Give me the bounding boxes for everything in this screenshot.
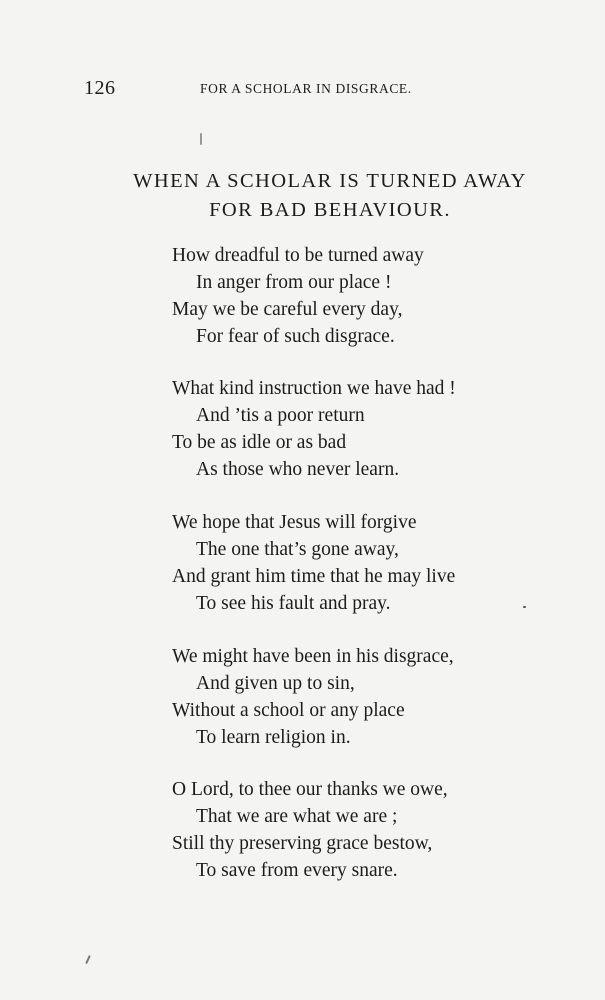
verse-line: O Lord, to thee our thanks we owe, [172,779,448,800]
stanza-2 [172,375,572,483]
verse-line: And ’tis a poor return [196,405,365,426]
verse-line: What kind instruction we have had ! [172,378,456,399]
running-title: FOR A SCHOLAR IN DISGRACE. [200,81,412,96]
verse-line: In anger from our place ! [196,272,392,293]
verse-line: As those who never learn. [196,459,400,480]
stanza-3 [172,509,572,617]
verse-line: And grant him time that he may live [172,566,456,587]
verse-line: That we are what we are ; [196,806,398,827]
verse-line: We might have been in his disgrace, [172,646,454,667]
verse-line: Without a school or any place [172,700,405,721]
stanza-5 [172,776,572,884]
verse-line: For fear of such disgrace. [196,326,395,347]
verse-line: To save from every snare. [196,860,398,881]
poem-title-line-2: FOR BAD BEHAVIOUR. [209,199,451,221]
stanza-4 [172,643,572,751]
page-number: 126 [84,77,116,99]
verse-line: We hope that Jesus will forgive [172,512,417,533]
paper-speck [200,133,202,145]
verse-line: To be as idle or as bad [172,432,347,453]
verse-line: To learn religion in. [196,727,351,748]
verse-line: May we be careful every day, [172,299,403,320]
verse-line: The one that’s gone away, [196,539,399,560]
verse-line: To see his fault and pray. [196,593,391,614]
paper-speck [85,955,90,964]
verse-line: And given up to sin, [196,673,355,694]
verse-line: How dreadful to be turned away [172,245,424,266]
paper-speck [523,606,526,608]
stanza-1 [172,242,572,350]
poem-title-line-1: WHEN A SCHOLAR IS TURNED AWAY [133,170,527,192]
verse-line: Still thy preserving grace bestow, [172,833,433,854]
